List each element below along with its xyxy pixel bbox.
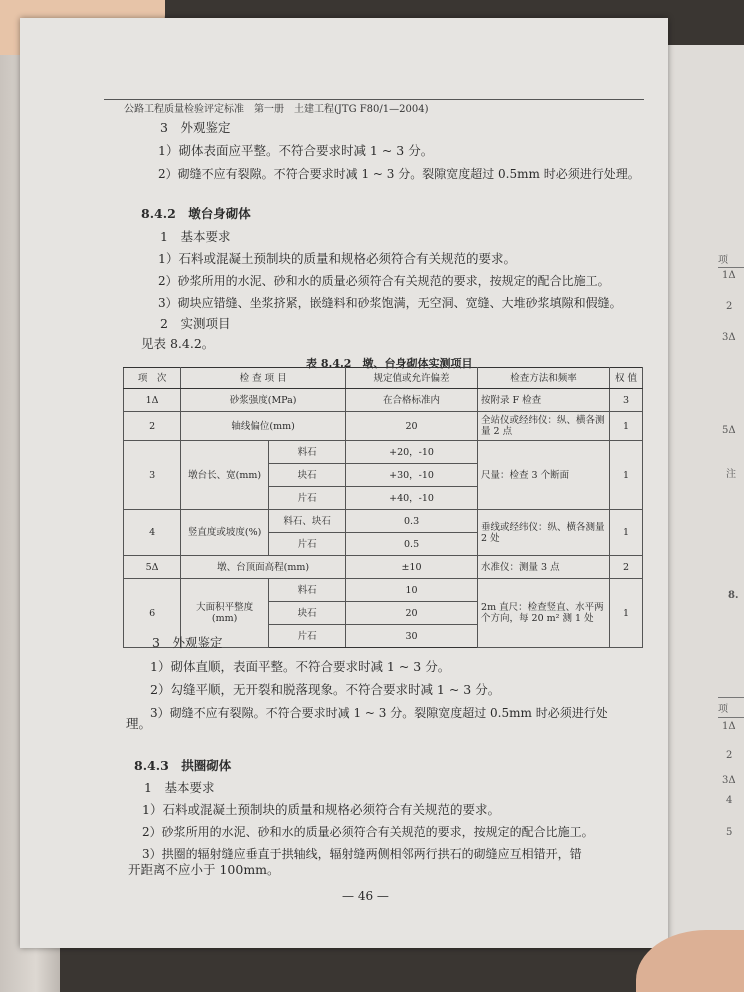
list-item-continuation: 开距离不应小于 100mm。 [128,862,280,877]
tolerance: 30 [346,625,478,648]
sub-item: 块石 [269,602,346,625]
list-item: 3）拱圈的辐射缝应垂直于拱轴线，辐射缝两侧相邻两行拱石的砌缝应互相错开，错 [142,847,582,861]
section-heading: 1 基本要求 [144,780,215,795]
facing-text: 1Δ [722,721,736,732]
item-name: 竖直度或坡度(%) [181,510,269,556]
facing-text: 8. [728,590,739,601]
inspection-table [123,367,643,648]
sub-item: 料石 [269,441,346,464]
facing-text: 注 [726,469,736,480]
table-caption: 表 8.4.2 墩、台身砌体实测项目 [306,357,473,370]
table-row [124,412,643,441]
list-item-continuation: 理。 [126,716,152,731]
facing-text: 3Δ [722,775,736,786]
item-name: 轴线偏位(mm) [181,412,346,441]
list-item: 1）砌体直顺，表面平整。不符合要求时减 1 ~ 3 分。 [150,659,451,674]
table-row [124,510,643,533]
column-header: 规定值或允许偏差 [346,368,478,389]
facing-text: 项 [718,704,728,715]
weight: 3 [609,389,642,412]
weight: 1 [609,412,642,441]
facing-text: 2 [726,750,733,761]
facing-text: 1Δ [722,270,736,281]
table-row [124,441,643,464]
table-header-row [124,368,643,389]
item-name: 墩、台顶面高程(mm) [181,556,346,579]
weight: 2 [609,556,642,579]
section-title: 8.4.2 墩台身砌体 [141,206,251,221]
facing-text: 3Δ [722,332,736,343]
weight: 1 [609,441,642,510]
facing-text: 项 [718,255,728,266]
item-name: 砂浆强度(MPa) [181,389,346,412]
method: 水准仪：测量 3 点 [478,556,610,579]
tolerance: 20 [346,412,478,441]
column-header: 权 值 [609,368,642,389]
list-item: 2）砂浆所用的水泥、砂和水的质量必须符合有关规范的要求，按规定的配合比施工。 [158,274,610,288]
method: 全站仪或经纬仪：纵、横各测量 2 点 [478,412,610,441]
item-number: 2 [124,412,181,441]
column-header: 检 查 项 目 [181,368,346,389]
column-header: 检查方法和频率 [478,368,610,389]
list-item: 1）石料或混凝土预制块的质量和规格必须符合有关规范的要求。 [158,251,516,266]
sub-item: 料石 [269,579,346,602]
sub-item: 块石 [269,464,346,487]
tolerance: 0.3 [346,510,478,533]
list-item: 2）勾缝平顺，无开裂和脱落现象。不符合要求时减 1 ~ 3 分。 [150,682,501,697]
item-number: 4 [124,510,181,556]
sub-item: 片石 [269,625,346,648]
list-item: 3）砌缝不应有裂隙。不符合要求时减 1 ~ 3 分。裂隙宽度超过 0.5mm 时必须进行处 [150,706,608,720]
list-item: 3）砌块应错缝、坐浆挤紧，嵌缝料和砂浆饱满，无空洞、宽缝、大堆砂浆填隙和假缝。 [158,296,622,310]
header-rule [104,99,644,100]
section-heading: 3 外观鉴定 [152,635,223,650]
item-number: 3 [124,441,181,510]
item-name: 墩台长、宽(mm) [181,441,269,510]
facing-text: 2 [726,301,733,312]
table-reference: 见表 8.4.2。 [141,336,215,351]
section-heading: 2 实测项目 [160,316,231,331]
page-number: — 46 — [342,889,389,903]
sub-item: 片石 [269,487,346,510]
tolerance: 20 [346,602,478,625]
tolerance: +40，-10 [346,487,478,510]
list-item: 2）砂浆所用的水泥、砂和水的质量必须符合有关规范的要求，按规定的配合比施工。 [142,825,594,839]
list-item: 1）石料或混凝土预制块的质量和规格必须符合有关规范的要求。 [142,802,500,817]
column-header: 项 次 [124,368,181,389]
tolerance: 10 [346,579,478,602]
facing-page [660,45,744,945]
weight: 1 [609,579,642,648]
item-number: 5Δ [124,556,181,579]
tolerance: ±10 [346,556,478,579]
method: 垂线或经纬仪：纵、横各测量 2 处 [478,510,610,556]
method: 2m 直尺：检查竖直、水平两个方向，每 20 m² 测 1 处 [478,579,610,648]
method: 尺量：检查 3 个断面 [478,441,610,510]
section-heading: 1 基本要求 [160,229,231,244]
section-title: 8.4.3 拱圈砌体 [134,758,232,773]
tolerance: +30，-10 [346,464,478,487]
table-row [124,579,643,602]
tolerance: +20，-10 [346,441,478,464]
facing-text: 4 [726,795,733,806]
method: 按附录 F 检查 [478,389,610,412]
tolerance: 0.5 [346,533,478,556]
list-item: 1）砌体表面应平整。不符合要求时减 1 ~ 3 分。 [158,143,434,158]
tolerance: 在合格标准内 [346,389,478,412]
section-heading: 3 外观鉴定 [160,120,231,135]
facing-text: 5 [726,827,733,838]
facing-text: 5Δ [722,425,736,436]
running-header: 公路工程质量检验评定标准 第一册 土建工程(JTG F80/1—2004) [124,104,429,115]
list-item: 2）砌缝不应有裂隙。不符合要求时减 1 ~ 3 分。裂隙宽度超过 0.5mm 时必须进行处理。 [158,167,640,181]
sub-item: 料石、块石 [269,510,346,533]
table-row [124,556,643,579]
item-name: 大面积平整度(mm) [181,579,269,648]
weight: 1 [609,510,642,556]
table-row [124,389,643,412]
sub-item: 片石 [269,533,346,556]
item-number: 1Δ [124,389,181,412]
item-number: 6 [124,579,181,648]
